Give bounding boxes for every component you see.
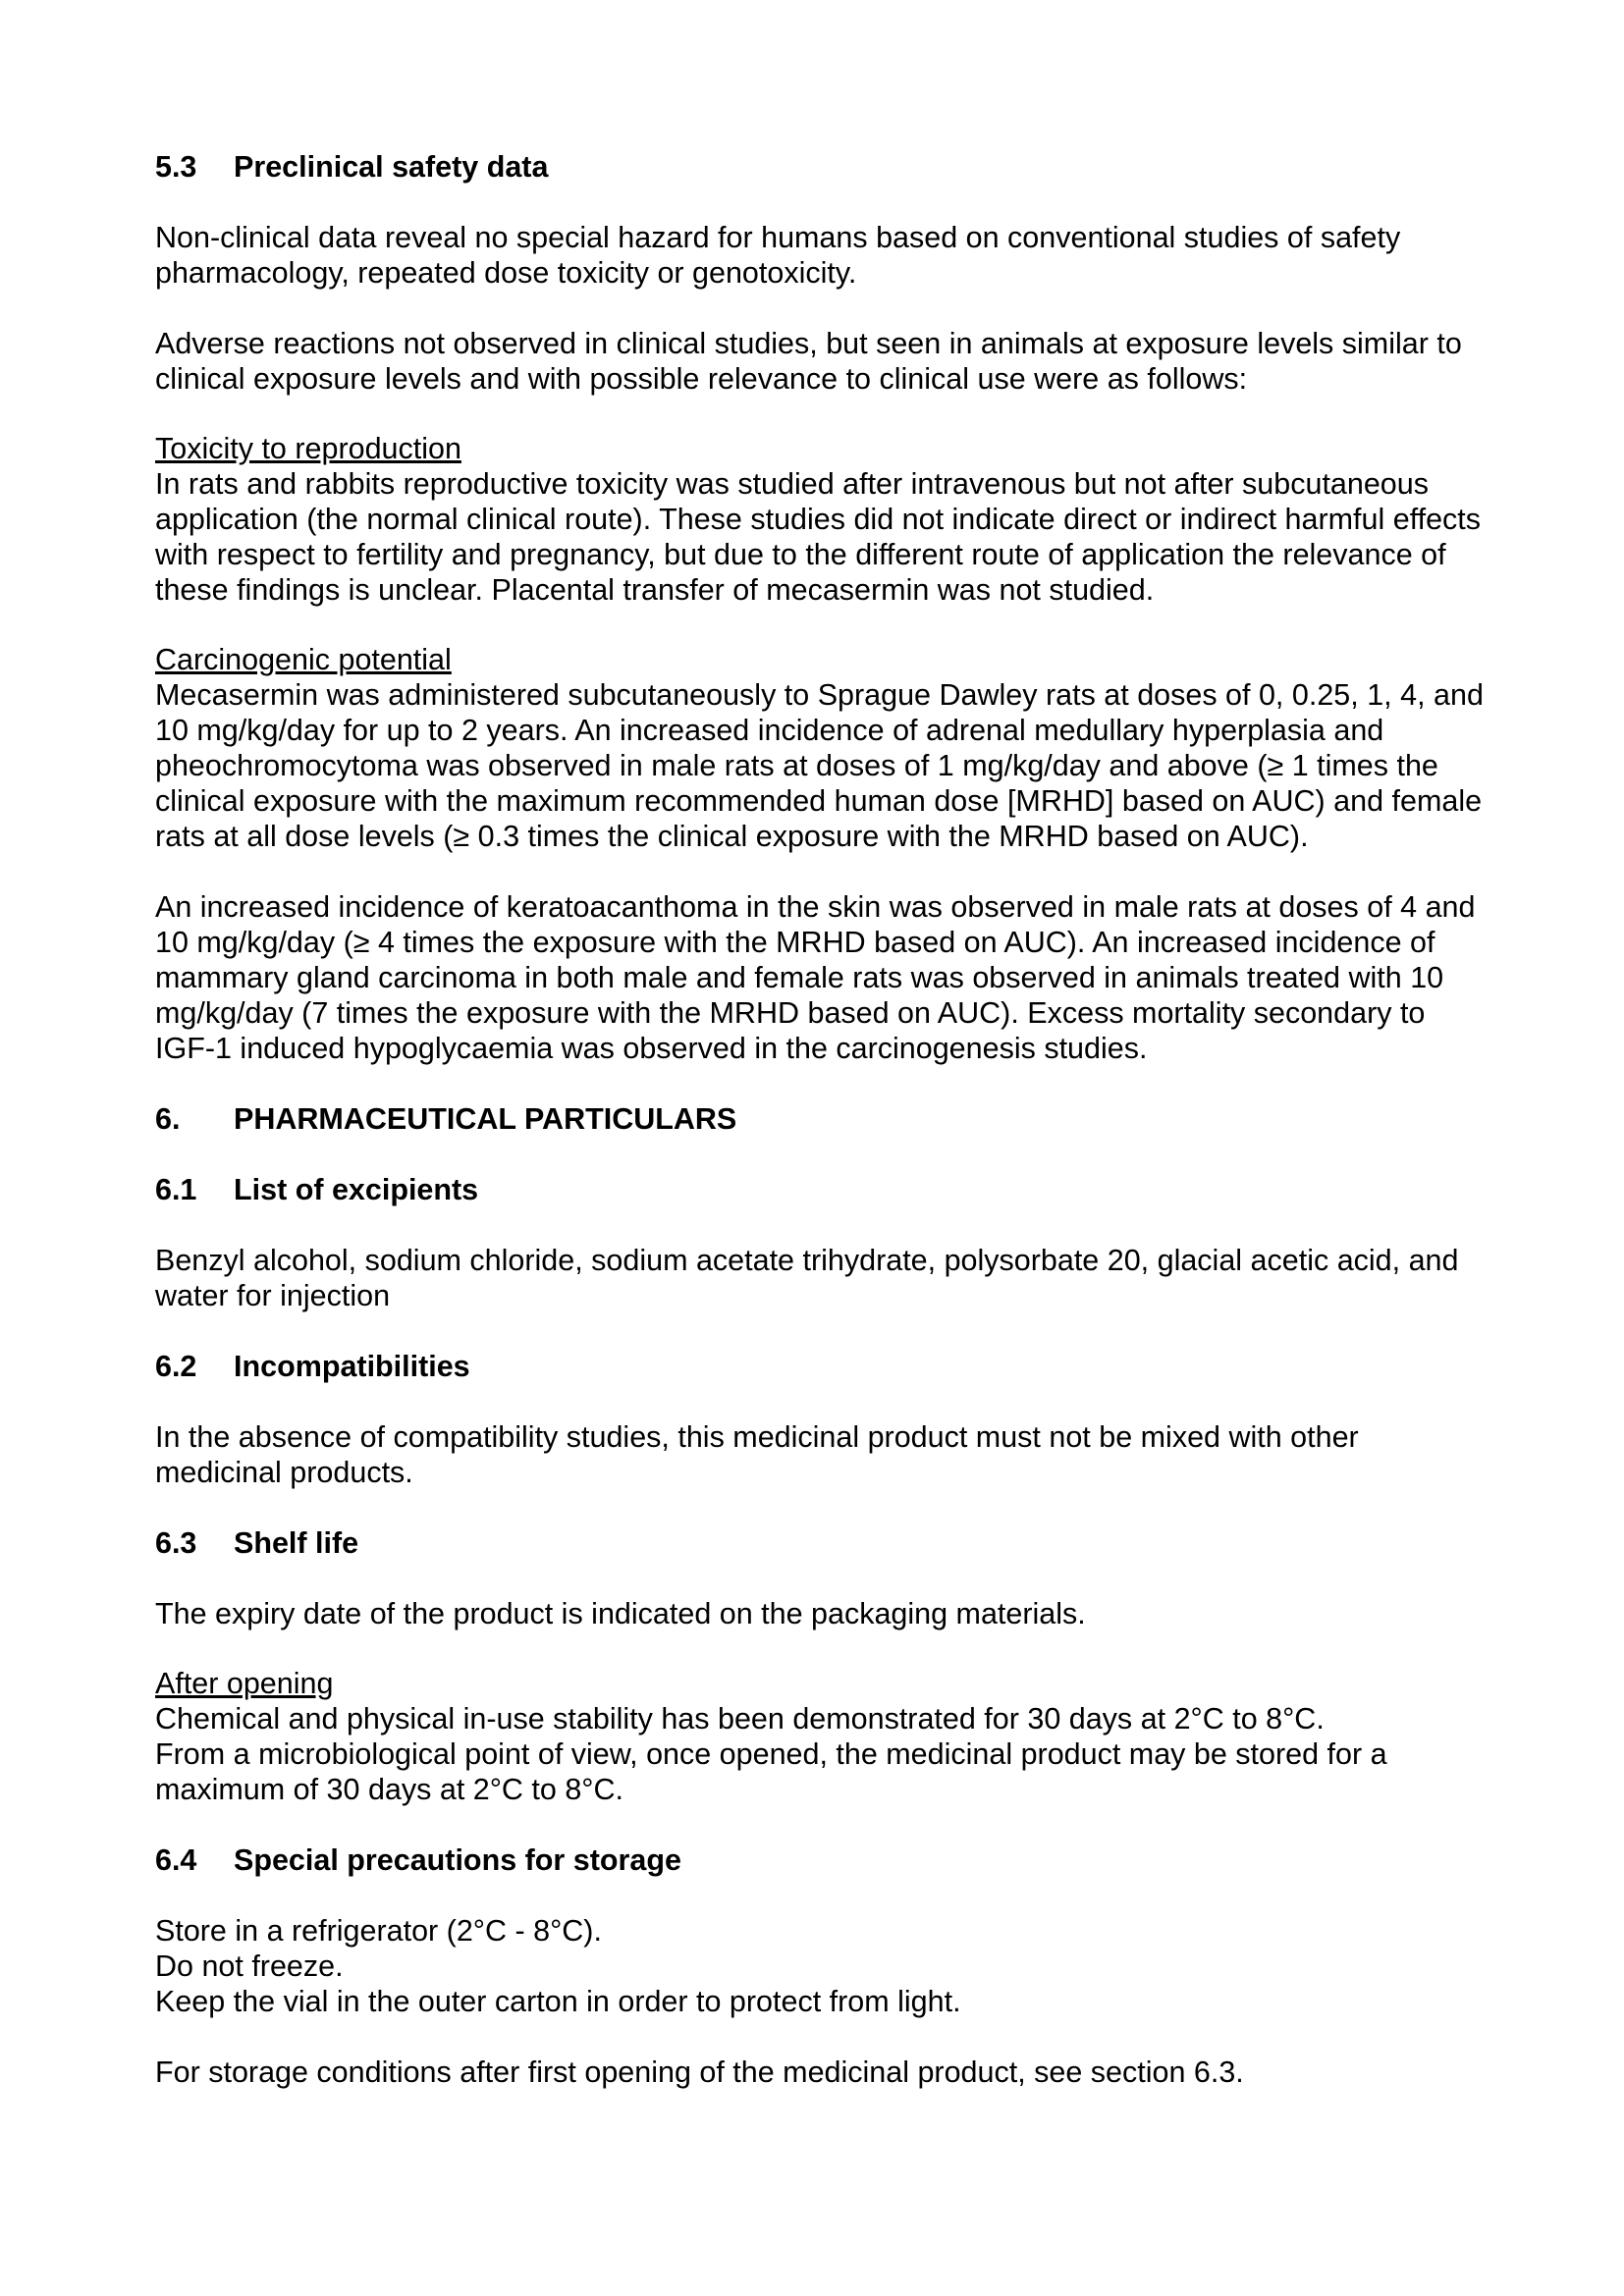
paragraph: From a microbiological point of view, once opened, the medicinal product may be stored for a maximum of 30 days at 2°C to 8°C. [155, 1737, 1387, 1806]
paragraph: In rats and rabbits reproductive toxicity was studied after intravenous but not after subcutaneous application (the normal clinical route). These studies did not indicate direct or indirect harmful effects with respect to fertility and pregnancy, but due to the different route of application the relevance of these findings is unclear. Placental transfer of mecasermin was not studied. [155, 467, 1482, 607]
section-number: 5.3 [155, 150, 197, 184]
section-number: 6.2 [155, 1350, 197, 1383]
paragraph: Keep the vial in the outer carton in order to protect from light. [155, 1985, 961, 2018]
paragraph: For storage conditions after first opening of the medicinal product, see section 6.3. [155, 2056, 1244, 2089]
section-title: Shelf life [234, 1526, 359, 1560]
section-number: 6.4 [155, 1843, 197, 1877]
paragraph: Chemical and physical in-use stability has been demonstrated for 30 days at 2°C to 8°C. [155, 1702, 1325, 1735]
section-heading-5-3 [155, 149, 1490, 185]
paragraph: Store in a refrigerator (2°C - 8°C). [155, 1914, 602, 1948]
document-page [155, 149, 1490, 2090]
paragraph: Mecasermin was administered subcutaneously to Sprague Dawley rats at doses of 0, 0.25, 1, 4, and 10 mg/kg/day for up to 2 years. An increased incidence of adrenal medullary hyperplasia and pheochromocytoma was observed in male rats at doses of 1 mg/kg/day and above (≥ 1 times the clinical exposure with the maximum recommended human dose [MRHD] based on AUC) and female rats at all dose levels (≥ 0.3 times the clinical exposure with the MRHD based on AUC). [155, 678, 1484, 853]
section-title: Incompatibilities [234, 1350, 470, 1383]
paragraph: Benzyl alcohol, sodium chloride, sodium acetate trihydrate, polysorbate 20, glacial acetic acid, and water for injection [155, 1244, 1459, 1312]
section-number: 6. [155, 1102, 181, 1136]
subheading-carcinogenic-potential: Carcinogenic potential [155, 643, 452, 676]
section-heading-6-4 [155, 1842, 1490, 1878]
section-title: Preclinical safety data [234, 150, 549, 184]
section-number: 6.3 [155, 1526, 197, 1560]
paragraph: Adverse reactions not observed in clinical studies, but seen in animals at exposure levels similar to clinical exposure levels and with possible relevance to clinical use were as follows: [155, 327, 1462, 396]
section-title: List of excipients [234, 1173, 479, 1206]
section-title: Special precautions for storage [234, 1843, 681, 1877]
subheading-toxicity-to-reproduction: Toxicity to reproduction [155, 432, 461, 465]
paragraph: The expiry date of the product is indicated on the packaging materials. [155, 1597, 1086, 1630]
paragraph: Non-clinical data reveal no special hazard for humans based on conventional studies of safety pharmacology, repeated dose toxicity or genotoxicity. [155, 221, 1401, 290]
section-heading-6 [155, 1101, 1490, 1137]
section-number: 6.1 [155, 1173, 197, 1206]
subheading-after-opening: After opening [155, 1667, 334, 1700]
paragraph: In the absence of compatibility studies, this medicinal product must not be mixed with other medicinal products. [155, 1420, 1359, 1489]
paragraph: An increased incidence of keratoacanthoma in the skin was observed in male rats at doses of 4 and 10 mg/kg/day (≥ 4 times the exposure with the MRHD based on AUC). An increased incidence of mammary gland carcinoma in both male and female rats was observed in animals treated with 10 mg/kg/day (7 times the exposure with the MRHD based on AUC). Excess mortality secondary to IGF-1 induced hypoglycaemia was observed in the carcinogenesis studies. [155, 890, 1476, 1065]
section-heading-6-3 [155, 1525, 1490, 1561]
section-heading-6-2 [155, 1349, 1490, 1384]
paragraph: Do not freeze. [155, 1949, 344, 1983]
section-heading-6-1 [155, 1172, 1490, 1207]
section-title: PHARMACEUTICAL PARTICULARS [234, 1102, 737, 1136]
